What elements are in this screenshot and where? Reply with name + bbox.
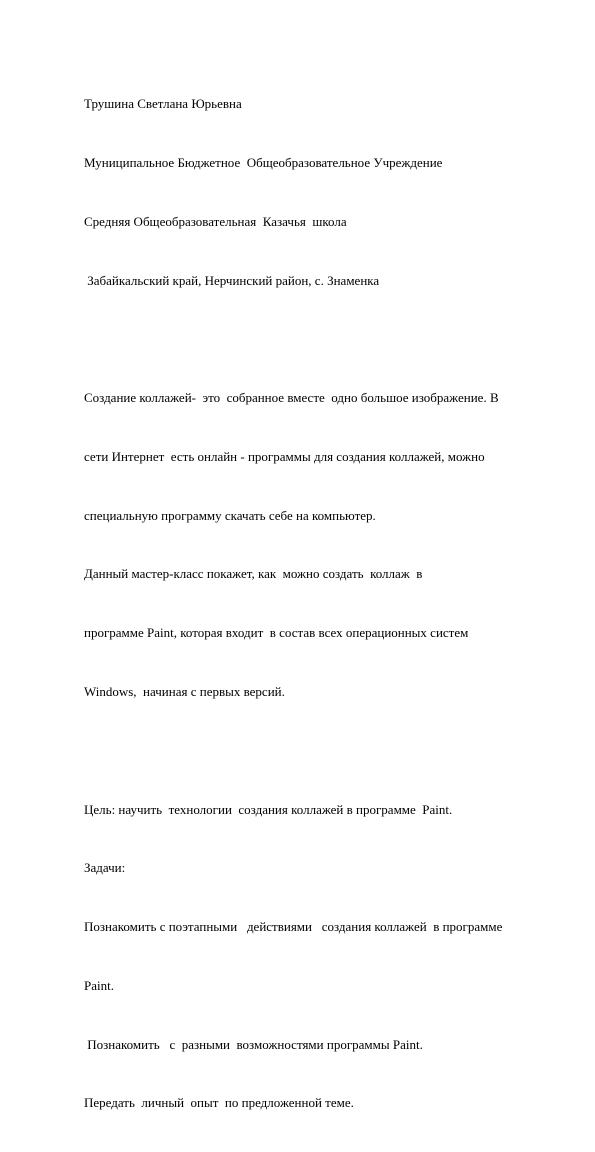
intro-line-4: Данный мастер-класс покажет, как можно создать коллаж в xyxy=(84,566,423,582)
task-1-line-2: Paint. xyxy=(84,977,114,993)
intro-line-1: Создание коллажей- это собранное вместе одно большое изображение. В xyxy=(84,390,499,406)
paragraph-gap xyxy=(84,329,554,349)
organization-line-2: Средняя Общеобразовательная Казачья школа xyxy=(84,213,347,229)
intro-line-3: специальную программу скачать себе на компьютер. xyxy=(84,507,376,523)
intro-line-5: программе Paint, которая входит в состав всех операционных систем xyxy=(84,625,469,641)
location-line: Забайкальский край, Нерчинский район, с. Знаменка xyxy=(84,272,380,288)
intro-line-6: Windows, начиная с первых версий. xyxy=(84,684,285,699)
task-3: Передать личный опыт по предложенной теме. xyxy=(84,1095,354,1111)
goal-line: Цель: научить технологии создания коллажей в программе Paint. xyxy=(84,801,453,817)
task-1-line-1: Познакомить с поэтапными действиями создания коллажей в программе xyxy=(84,919,503,935)
author-name: Трушина Светлана Юрьевна xyxy=(84,96,242,112)
tasks-label: Задачи: xyxy=(84,860,126,876)
document-body xyxy=(84,55,554,1152)
paragraph-gap xyxy=(84,741,554,761)
intro-line-2: сети Интернет есть онлайн - программы для создания коллажей, можно xyxy=(84,448,485,464)
task-2: Познакомить с разными возможностями программы Paint. xyxy=(84,1036,423,1052)
organization-line-1: Муниципальное Бюджетное Общеобразовательное Учреждение xyxy=(84,154,443,170)
